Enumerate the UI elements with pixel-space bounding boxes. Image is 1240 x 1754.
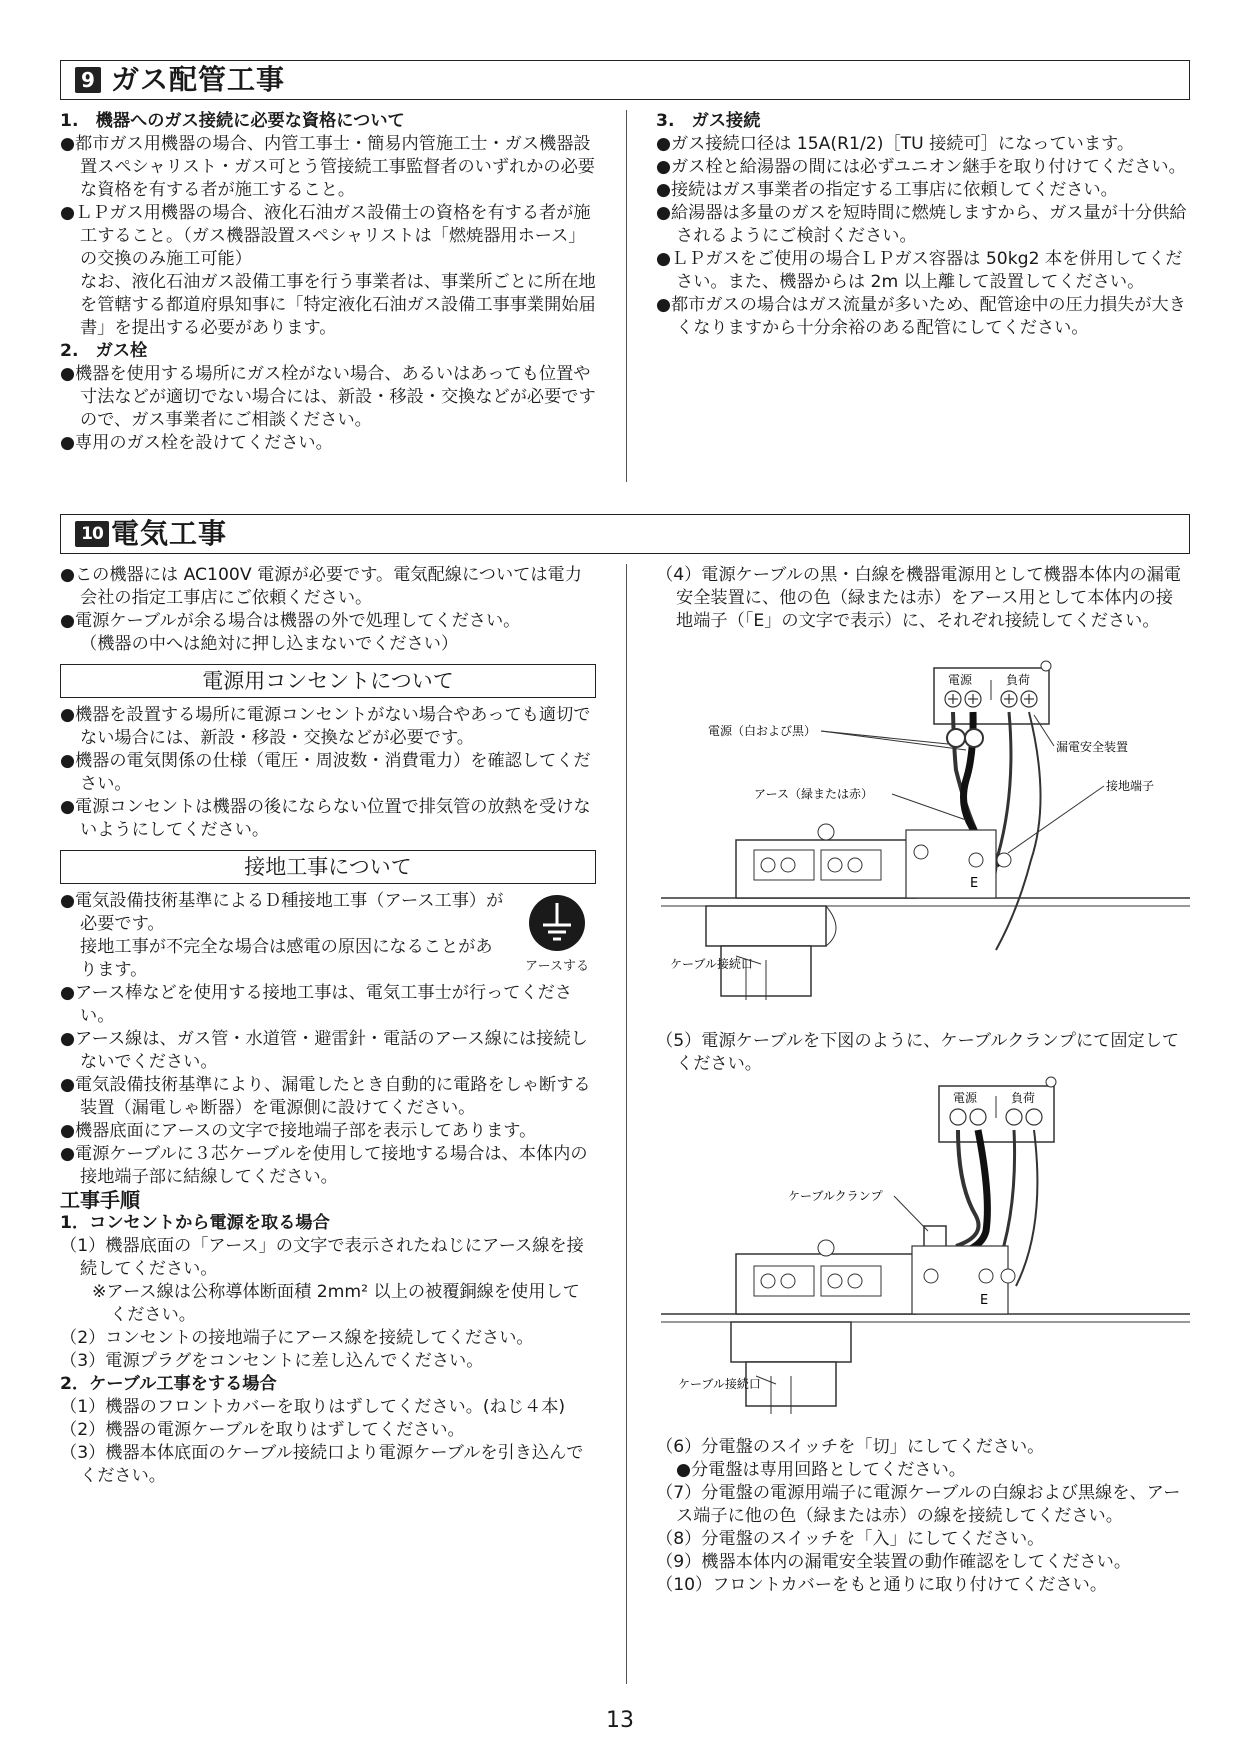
section-9-left-column bbox=[60, 110, 596, 455]
step-8-text: （8）分電盤のスイッチを「入」にしてください。 bbox=[656, 1529, 1045, 1549]
grounding-bullet-3: ●アース線は、ガス管・水道管・避雷針・電話のアース線には接続しないでください。 bbox=[60, 1029, 588, 1072]
step-10-text: （10）フロントカバーをもと通りに取り付けてください。 bbox=[656, 1575, 1108, 1595]
procedure-2-heading: 2．ケーブル工事をする場合 bbox=[60, 1374, 277, 1394]
cable-excess-note: （機器の中へは絶対に押し込まないでください） bbox=[80, 634, 459, 654]
gas-connection-bullet-2: ●ガス栓と給湯器の間には必ずユニオン継手を取り付けてください。 bbox=[656, 157, 1186, 177]
wiring-diagram-2 bbox=[656, 1076, 1190, 1416]
earth-terminal-plate bbox=[906, 830, 996, 898]
grounding-first-block bbox=[60, 890, 596, 982]
gas-qualification-heading: 1. 機器へのガス接続に必要な資格について bbox=[60, 111, 405, 131]
section-9-number: 9 bbox=[75, 67, 101, 93]
section-10-number: 10 bbox=[75, 521, 109, 547]
step-6-note: ●分電盤は専用回路としてください。 bbox=[676, 1460, 966, 1480]
label-elcb: 漏電安全装置 bbox=[1056, 740, 1129, 754]
gas-connection-bullet-5: ●ＬＰガスをご使用の場合ＬＰガス容器は 50kg2 本を併用してください。また、機器からは 2m 以上離して設置してください。 bbox=[656, 249, 1183, 292]
outlet-bullet-1: ●機器を設置する場所に電源コンセントがない場合やあっても適切でない場合には、新設・移設・交換などが必要です。 bbox=[60, 705, 591, 748]
outlet-box-heading: 電源用コンセントについて bbox=[60, 664, 596, 698]
label-e-2: E bbox=[980, 1293, 989, 1308]
column-divider bbox=[626, 110, 627, 482]
grounding-bullet-4: ●電気設備技術基準により、漏電したとき自動的に電路をしゃ断する装置（漏電しゃ断器）を電源側に設けてください。 bbox=[60, 1075, 591, 1118]
section-10-left-column bbox=[60, 564, 596, 1488]
procedure-1-note: ※アース線は公称導体断面積 2mm² 以上の被覆銅線を使用してください。 bbox=[92, 1282, 580, 1325]
label-load: 負荷 bbox=[1006, 673, 1031, 687]
outlet-bullet-3: ●電源コンセントは機器の後にならない位置で排気管の放熱を受けないようにしてください。 bbox=[60, 797, 591, 840]
label-power-wire: 電源（白および黒） bbox=[708, 724, 817, 738]
procedure-1-step-2: （2）コンセントの接地端子にアース線を接続してください。 bbox=[60, 1328, 534, 1348]
grounding-bullet-2: ●アース棒などを使用する接地工事は、電気工事士が行ってください。 bbox=[60, 983, 573, 1026]
section-9-header bbox=[60, 60, 1190, 100]
label-earth-terminal: 接地端子 bbox=[1106, 779, 1155, 793]
wiring-diagram-1 bbox=[656, 660, 1190, 1000]
page-number: 13 bbox=[606, 1708, 634, 1733]
label-power-2: 電源 bbox=[953, 1091, 978, 1105]
gas-connection-heading: 3. ガス接続 bbox=[656, 111, 761, 131]
city-gas-bullet: ●都市ガス用機器の場合、内管工事士・簡易内管施工士・ガス機器設置スペシャリスト・ガス可とう管接続工事監督者のいずれかの必要な資格を有する者が施工すること。 bbox=[60, 134, 595, 200]
lp-gas-bullet: ●ＬＰガス用機器の場合、液化石油ガス設備士の資格を有する者が施工すること。（ガス機器設置スペシャリストは「燃焼器用ホース」の交換のみ施工可能） bbox=[60, 203, 591, 269]
step-6-text: （6）分電盤のスイッチを「切」にしてください。 bbox=[656, 1437, 1045, 1457]
label-cable-inlet-1: ケーブル接続口 bbox=[670, 957, 753, 971]
gas-connection-bullet-1: ●ガス接続口径は 15A(R1/2)［TU 接続可］になっています。 bbox=[656, 134, 1135, 154]
grounding-note: 接地工事が不完全な場合は感電の原因になることがあります。 bbox=[80, 937, 493, 980]
section-10-header bbox=[60, 514, 1190, 554]
earth-symbol bbox=[518, 894, 596, 975]
procedure-2-step-2: （2）機器の電源ケーブルを取りはずしてください。 bbox=[60, 1420, 465, 1440]
section-10-right-column bbox=[656, 564, 1190, 633]
section-9-right-column bbox=[656, 110, 1190, 340]
wire-white-2 bbox=[956, 1130, 979, 1246]
grounding-bullet-5: ●機器底面にアースの文字で接地端子部を表示してあります。 bbox=[60, 1121, 537, 1141]
section-9-title: ガス配管工事 bbox=[111, 63, 286, 96]
gas-connection-bullet-3: ●接続はガス事業者の指定する工事店に依頼してください。 bbox=[656, 180, 1118, 200]
procedure-1-step-1: （1）機器底面の「アース」の文字で表示されたねじにアース線を接続してください。 bbox=[60, 1236, 584, 1279]
earth-symbol-label: アースする bbox=[525, 959, 589, 974]
step-7-text: （7）分電盤の電源用端子に電源ケーブルの白線および黒線を、アース端子に他の色（緑または赤）の線を接続してください。 bbox=[656, 1483, 1181, 1526]
gas-connection-bullet-6: ●都市ガスの場合はガス流量が多いため、配管途中の圧力損失が大きくなりますから十分余裕のある配管にしてください。 bbox=[656, 295, 1186, 338]
indicator-dot bbox=[1041, 661, 1051, 671]
label-cable-clamp: ケーブルクランプ bbox=[788, 1189, 883, 1203]
ac100v-bullet: ●この機器には AC100V 電源が必要です。電気配線については電力会社の指定工事店にご依頼ください。 bbox=[60, 565, 582, 608]
step-9-text: （9）機器本体内の漏電安全装置の動作確認をしてください。 bbox=[656, 1552, 1132, 1572]
label-cable-inlet-2: ケーブル接続口 bbox=[678, 1377, 761, 1391]
ground-icon bbox=[528, 894, 586, 952]
gas-valve-heading: 2. ガス栓 bbox=[60, 341, 148, 361]
procedure-1-step-3: （3）電源プラグをコンセントに差し込んでください。 bbox=[60, 1351, 484, 1371]
procedure-2-step-1: （1）機器のフロントカバーを取りはずしてください。(ねじ４本) bbox=[60, 1397, 566, 1417]
column-divider-2 bbox=[626, 564, 627, 1684]
grounding-bullet-1: ●電気設備技術基準によるＤ種接地工事（アース工事）が必要です。 bbox=[60, 891, 504, 934]
lp-gas-note: なお、液化石油ガス設備工事を行う事業者は、事業所ごとに所在地を管轄する都道府県知事に「特定液化石油ガス設備工事事業開始届書」を提出する必要があります。 bbox=[80, 272, 596, 338]
step-5-block bbox=[656, 1030, 1190, 1076]
label-earth-wire: アース（緑または赤） bbox=[754, 787, 874, 801]
label-load-2: 負荷 bbox=[1011, 1091, 1036, 1105]
outlet-bullet-2: ●機器の電気関係の仕様（電圧・周波数・消費電力）を確認してください。 bbox=[60, 751, 591, 794]
grounding-bullet-6: ●電源ケーブルに３芯ケーブルを使用して接地する場合は、本体内の接地端子部に結線してください。 bbox=[60, 1144, 588, 1187]
label-e-1: E bbox=[970, 876, 979, 891]
gas-valve-bullet-2: ●専用のガス栓を設けてください。 bbox=[60, 433, 333, 453]
step-5-text: （5）電源ケーブルを下図のように、ケーブルクランプにて固定してください。 bbox=[656, 1031, 1180, 1074]
step-4-text: （4）電源ケーブルの黒・白線を機器電源用として機器本体内の漏電安全装置に、他の色（緑または赤）をアース用として本体内の接地端子（「E」の文字で表示）に、それぞれ接続してください。 bbox=[656, 565, 1182, 631]
grounding-box-heading: 接地工事について bbox=[60, 850, 596, 884]
label-power: 電源 bbox=[948, 673, 973, 687]
section-10-title: 電気工事 bbox=[111, 517, 228, 550]
gas-valve-bullet-1: ●機器を使用する場所にガス栓がない場合、あるいはあっても位置や寸法などが適切でない場合には、新設・移設・交換などが必要ですので、ガス事業者にご相談ください。 bbox=[60, 364, 596, 430]
gas-connection-bullet-4: ●給湯器は多量のガスを短時間に燃焼しますから、ガス量が十分供給されるようにご検討ください。 bbox=[656, 203, 1187, 246]
procedure-2-step-3: （3）機器本体底面のケーブル接続口より電源ケーブルを引き込んでください。 bbox=[60, 1443, 584, 1486]
cable-excess-bullet: ●電源ケーブルが余る場合は機器の外で処理してください。 bbox=[60, 611, 521, 631]
procedure-1-heading: 1．コンセントから電源を取る場合 bbox=[60, 1213, 330, 1233]
steps-6-10-block bbox=[656, 1436, 1190, 1597]
procedure-heading: 工事手順 bbox=[60, 1188, 140, 1212]
